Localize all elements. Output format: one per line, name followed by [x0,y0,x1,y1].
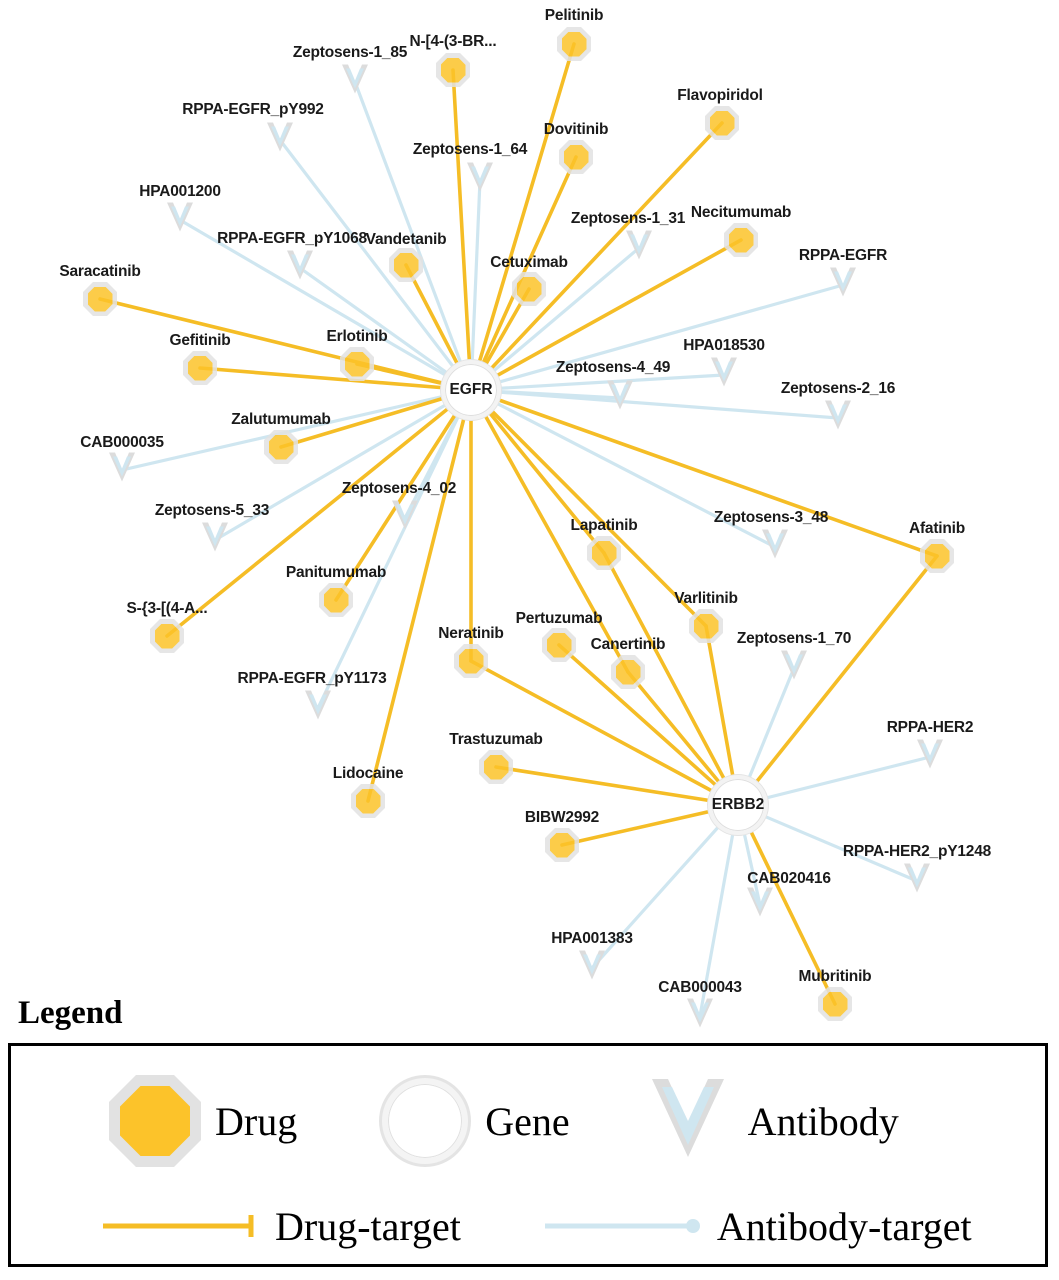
node-label: S-{3-[(4-A... [126,600,208,617]
legend-title: Legend [18,995,123,1031]
drug-node[interactable] [705,106,739,140]
drug-node[interactable] [611,655,645,689]
antibody-node[interactable] [303,689,333,728]
drug-node[interactable] [545,828,579,862]
antibody-node[interactable] [779,649,809,688]
node-label: Flavopiridol [677,87,763,104]
antibody-node[interactable] [828,266,858,305]
node-label: RPPA-EGFR_pY992 [182,101,324,118]
legend-box [8,1043,1048,1267]
node-label: Pelitinib [544,7,604,24]
node-label: Dovitinib [543,121,609,138]
legend-drug [109,1075,297,1167]
node-label: N-[4-(3-BR... [409,33,497,50]
node-label: Zeptosens-1_85 [292,44,408,61]
node-label: Zeptosens-1_31 [570,210,686,227]
drug-target-edge-icon [101,1211,261,1241]
node-label: Zeptosens-2_16 [780,380,896,397]
node-label: Panitumumab [285,564,387,581]
antibody-node[interactable] [902,862,932,901]
drug-node[interactable] [150,619,184,653]
network-edge [453,70,471,390]
antibody-node-icon [642,1071,734,1171]
drug-node[interactable] [479,750,513,784]
node-label: Zeptosens-3_48 [713,509,829,526]
antibody-target-edge-icon [543,1211,703,1241]
antibody-node[interactable] [200,521,230,560]
drug-node[interactable] [454,644,488,678]
node-label: Gefitinib [169,332,231,349]
node-label: RPPA-HER2 [886,719,974,736]
antibody-node[interactable] [709,356,739,395]
drug-node[interactable] [389,248,423,282]
node-label: Zeptosens-4_49 [555,359,671,376]
antibody-node[interactable] [265,121,295,160]
antibody-node[interactable] [823,399,853,438]
drug-node[interactable] [319,583,353,617]
node-label: Mubritinib [798,968,872,985]
antibody-node[interactable] [165,201,195,240]
network-edge [471,44,574,390]
legend-antibody-target-label: Antibody-target [716,1203,972,1249]
node-label: CAB000035 [80,434,164,451]
node-label: Zeptosens-5_33 [154,502,270,519]
legend-drug-target [101,1203,461,1250]
node-label: HPA001200 [139,183,221,200]
node-label: RPPA-EGFR [798,247,888,264]
node-label: Pertuzumab [515,610,603,627]
drug-node[interactable] [264,430,298,464]
node-label: Cetuximab [490,254,568,271]
antibody-node[interactable] [685,997,715,1036]
antibody-node[interactable] [465,161,495,200]
drug-node[interactable] [587,536,621,570]
node-label: Zeptosens-1_70 [736,630,852,647]
drug-node[interactable] [557,27,591,61]
drug-node[interactable] [83,282,117,316]
legend-drug-label: Drug [215,1098,298,1144]
node-label: Saracatinib [59,263,141,280]
node-label: CAB000043 [658,979,742,996]
drug-node[interactable] [689,609,723,643]
network-edge [471,390,706,626]
antibody-node[interactable] [107,451,137,490]
node-label: Neratinib [438,625,504,642]
node-label: Canertinib [590,636,666,653]
node-label: Zalutumumab [231,411,331,428]
antibody-node[interactable] [605,379,635,418]
node-label: Trastuzumab [449,731,543,748]
antibody-node[interactable] [285,249,315,288]
antibody-node[interactable] [577,949,607,988]
node-label: Varlitinib [674,590,738,607]
node-label: BIBW2992 [524,809,600,826]
node-label: CAB020416 [747,870,831,887]
drug-node[interactable] [818,987,852,1021]
antibody-node[interactable] [760,528,790,567]
legend-antibody [642,1071,899,1171]
gene-node-label: EGFR [449,381,493,398]
antibody-node[interactable] [390,499,420,538]
antibody-node[interactable] [915,738,945,777]
antibody-node[interactable] [745,886,775,925]
node-label: HPA001383 [551,930,633,947]
legend-antibody-label: Antibody [747,1098,899,1144]
node-label: RPPA-HER2_pY1248 [842,843,992,860]
legend-gene [379,1075,569,1167]
drug-node[interactable] [436,53,470,87]
drug-node[interactable] [183,351,217,385]
node-label: Erlotinib [326,328,388,345]
node-label: Zeptosens-4_02 [341,480,457,497]
node-label: RPPA-EGFR_pY1173 [237,670,387,687]
drug-node[interactable] [724,223,758,257]
network-edge [318,390,471,708]
node-label: RPPA-EGFR_pY1068 [217,230,367,247]
drug-node-icon [109,1075,201,1167]
legend-antibody-target [543,1203,972,1250]
legend-gene-label: Gene [485,1098,570,1144]
node-label: Vandetanib [365,231,447,248]
node-label: Zeptosens-1_64 [412,141,528,158]
drug-node[interactable] [340,347,374,381]
antibody-node[interactable] [624,229,654,268]
antibody-node[interactable] [340,63,370,102]
drug-node[interactable] [512,272,546,306]
node-label: Necitumumab [690,204,792,221]
drug-node[interactable] [351,784,385,818]
drug-node[interactable] [920,539,954,573]
drug-node[interactable] [559,140,593,174]
gene-node-icon [379,1075,471,1167]
gene-node-label: ERBB2 [711,796,765,813]
legend-drug-target-label: Drug-target [275,1203,461,1249]
drug-node[interactable] [542,628,576,662]
network-edge [471,375,724,390]
network-edge [738,556,937,805]
node-label: HPA018530 [683,337,765,354]
node-label: Lidocaine [332,765,404,782]
node-label: Afatinib [908,520,966,537]
node-label: Lapatinib [570,517,638,534]
